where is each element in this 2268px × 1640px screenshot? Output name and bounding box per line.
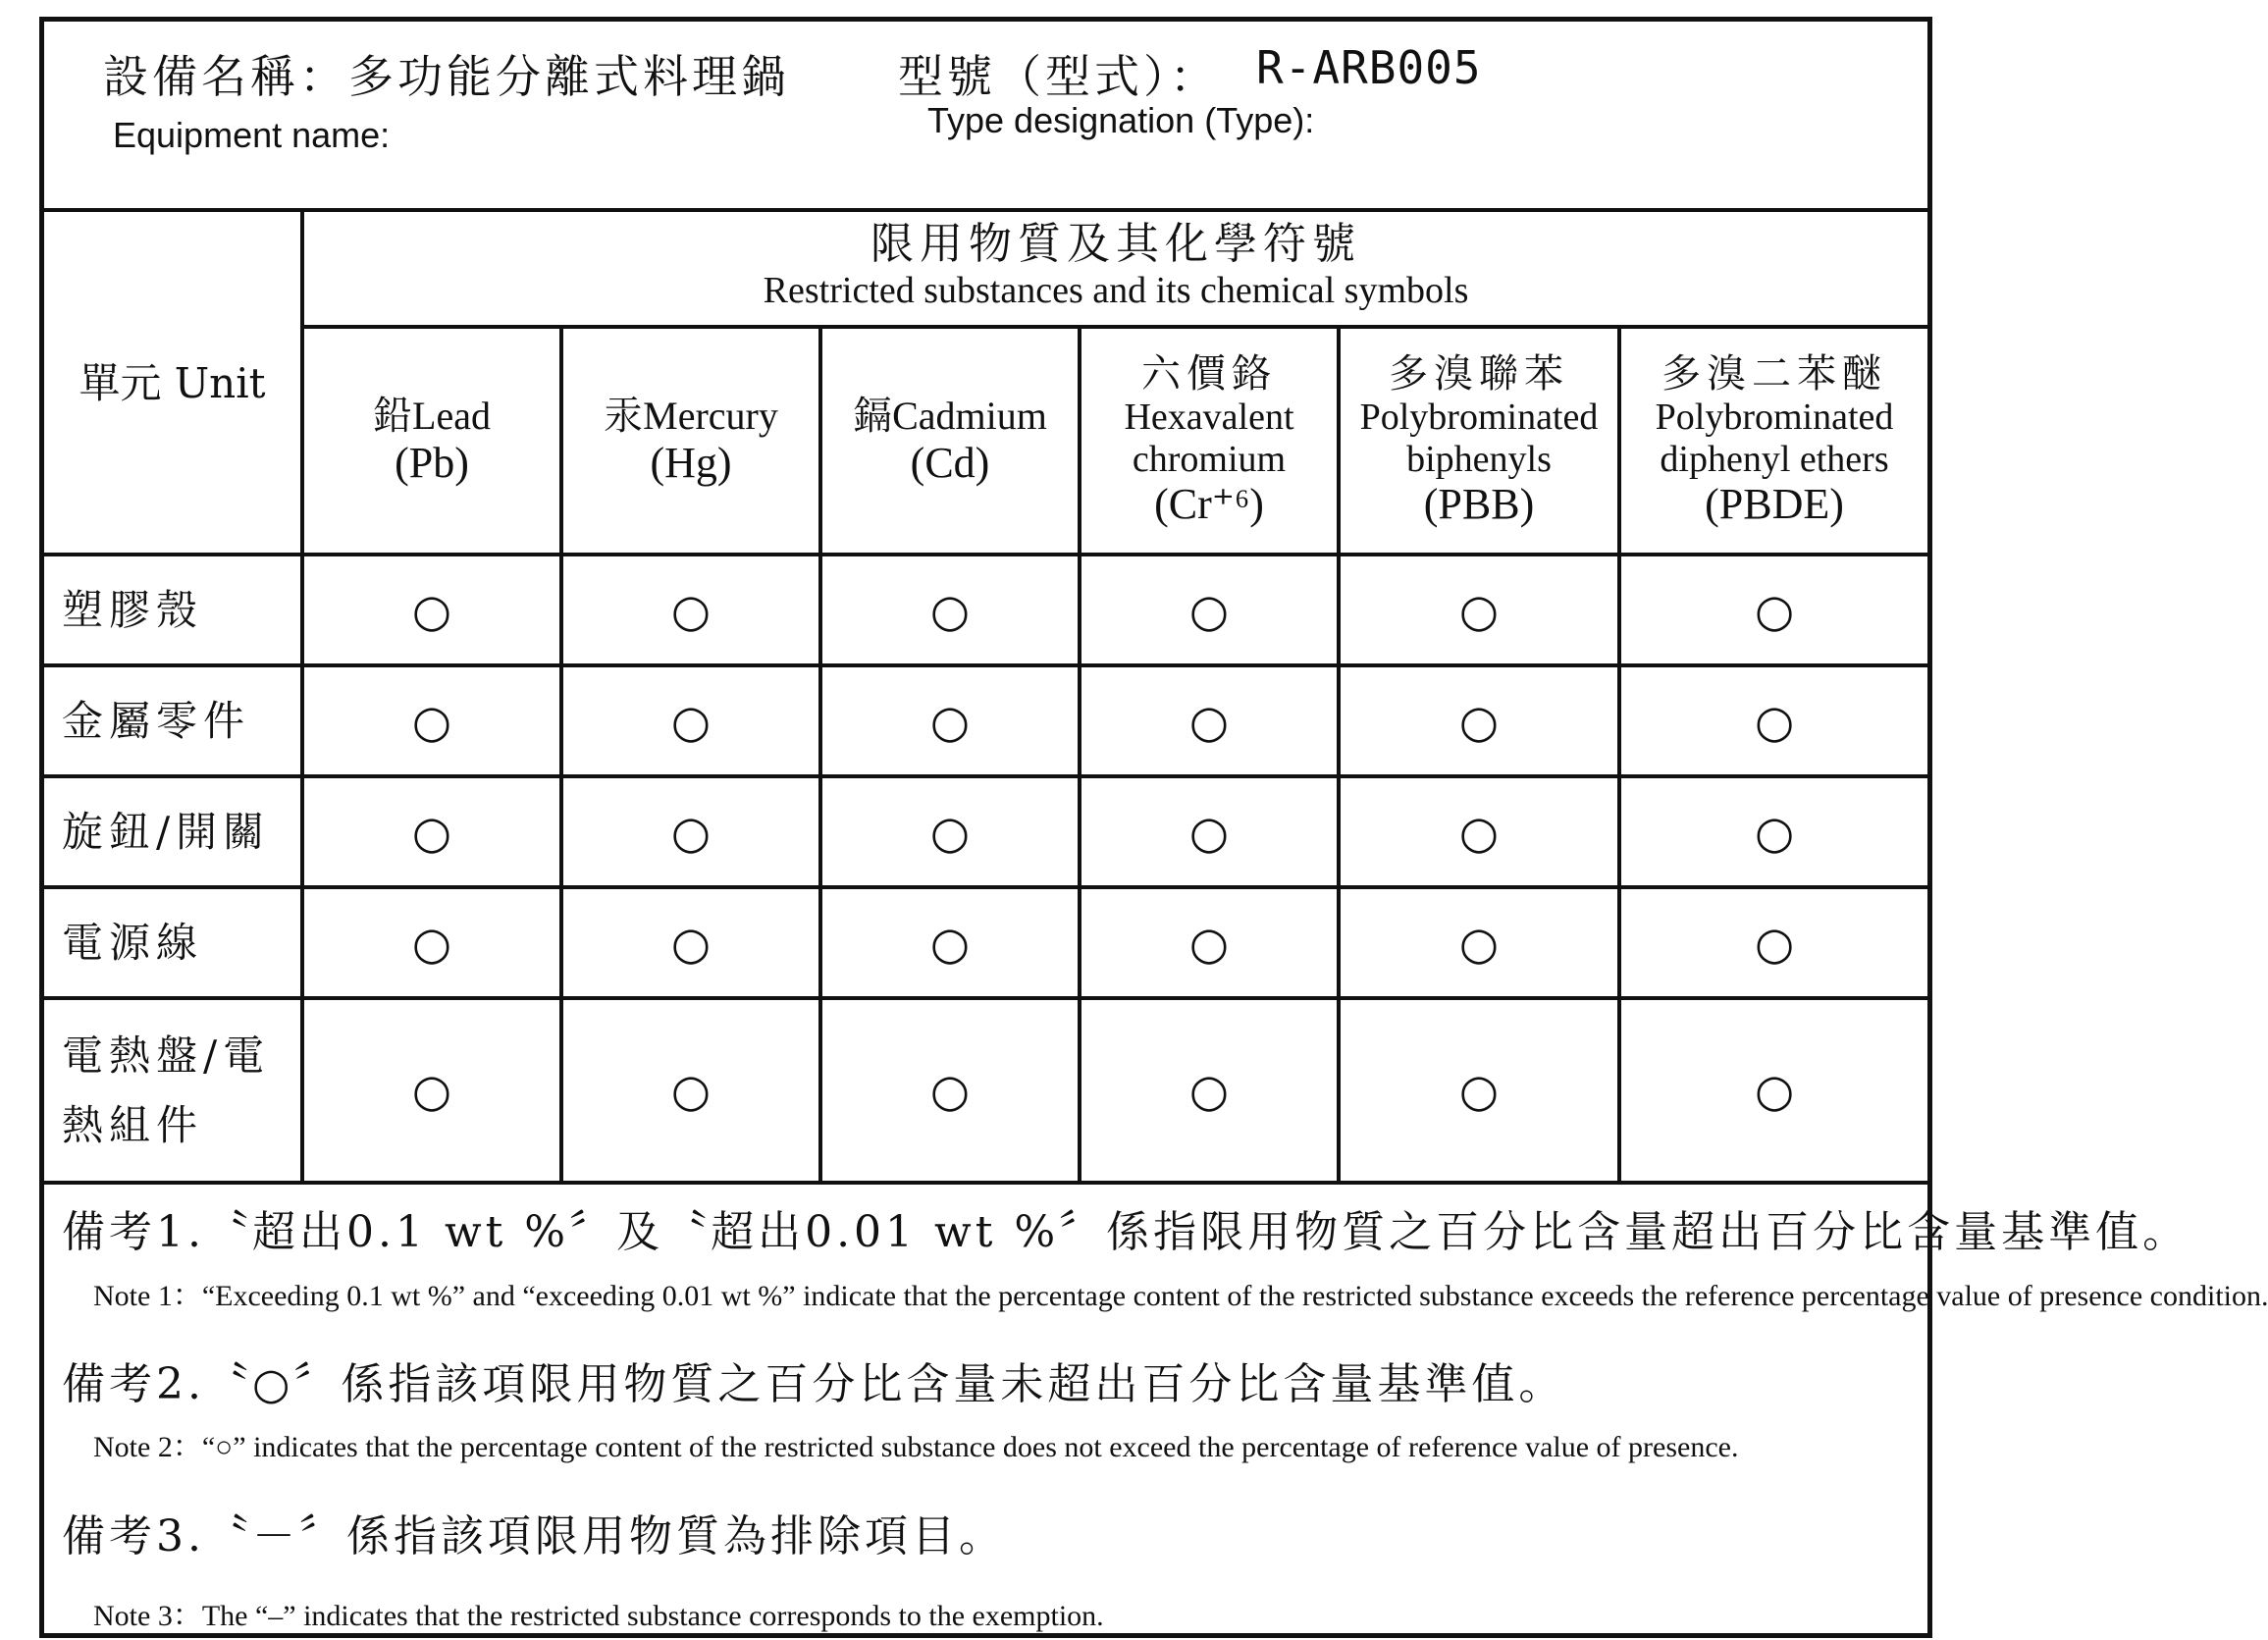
group-title-en: Restricted substances and its chemical symbols (763, 269, 1469, 311)
value-cell: ○ (1619, 887, 1927, 998)
row-label: 塑膠殼 (44, 555, 302, 665)
type-designation-label-en: Type designation (Type): (927, 100, 1315, 140)
note-1-en: Note 1：“Exceeding 0.1 wt %” and “exceeding 0.01 wt %” indicate that the percentage content of the restricted substance exceeds the reference percentage value of presence condition. (93, 1280, 2268, 1312)
column-header-mercury: 汞Mercury (Hg) (561, 327, 820, 555)
table-row (44, 776, 1927, 887)
value-cell: ○ (302, 776, 561, 887)
row-label: 旋鈕/開關 (44, 776, 302, 887)
value-cell: ○ (1080, 887, 1339, 998)
type-designation-label-zh: 型號（型式）： (898, 50, 1219, 103)
value-cell: ○ (820, 887, 1080, 998)
column-header-hexavalent-chromium: 六價鉻 Hexavalent chromium (Cr⁺⁶) (1080, 327, 1339, 555)
equipment-name-label-zh: 設備名稱：多功能分離式料理鍋 (103, 50, 790, 103)
substances-group-header (302, 208, 1927, 327)
unit-column-header: 單元 Unit (44, 208, 302, 555)
table-row (44, 665, 1927, 776)
value-cell: ○ (561, 776, 820, 887)
value-cell: ○ (1619, 776, 1927, 887)
value-cell: ○ (1339, 887, 1619, 998)
note-1-zh: 備考1.〝超出0.1 wt %〞及〝超出0.01 wt %〞係指限用物質之百分比含量超出百分比含量基準值。 (62, 1207, 2190, 1257)
value-cell: ○ (820, 665, 1080, 776)
value-cell: ○ (1619, 665, 1927, 776)
table-row (44, 998, 1927, 1183)
row-label: 電源線 (44, 887, 302, 998)
value-cell: ○ (1080, 998, 1339, 1183)
group-title-zh: 限用物質及其化學符號 (870, 219, 1362, 270)
value-cell: ○ (1339, 776, 1619, 887)
table-row (44, 887, 1927, 998)
note-3-en: Note 3：The “–” indicates that the restricted substance corresponds to the exemption. (93, 1600, 1104, 1632)
note-2-zh: 備考2.〝○〞係指該項限用物質之百分比含量未超出百分比含量基準值。 (62, 1359, 1566, 1409)
value-cell: ○ (1619, 998, 1927, 1183)
row-label: 金屬零件 (44, 665, 302, 776)
value-cell: ○ (561, 887, 820, 998)
note-3-zh: 備考3.〝－〞係指該項限用物質為排除項目。 (62, 1511, 1006, 1561)
value-cell: ○ (1339, 665, 1619, 776)
value-cell: ○ (1339, 555, 1619, 665)
equipment-name-label-en: Equipment name: (113, 115, 391, 155)
table-row (44, 555, 1927, 665)
value-cell: ○ (561, 665, 820, 776)
value-cell: ○ (820, 998, 1080, 1183)
value-cell: ○ (1080, 665, 1339, 776)
value-cell: ○ (1619, 555, 1927, 665)
value-cell: ○ (302, 998, 561, 1183)
value-cell: ○ (1339, 998, 1619, 1183)
value-cell: ○ (1080, 776, 1339, 887)
value-cell: ○ (820, 776, 1080, 887)
column-header-pbde: 多溴二苯醚 Polybrominated diphenyl ethers (PBDE) (1619, 327, 1927, 555)
value-cell: ○ (561, 555, 820, 665)
value-cell: ○ (1080, 555, 1339, 665)
column-header-lead: 鉛Lead (Pb) (302, 327, 561, 555)
value-cell: ○ (561, 998, 820, 1183)
note-2-en: Note 2：“○” indicates that the percentage content of the restricted substance does not exceed the percentage of reference value of presence. (93, 1431, 1739, 1463)
value-cell: ○ (302, 665, 561, 776)
row-label: 電熱盤/電熱組件 (44, 998, 302, 1183)
equipment-header (44, 22, 1927, 212)
restricted-substances-table (44, 208, 1927, 1185)
value-cell: ○ (302, 555, 561, 665)
type-designation-value: R-ARB005 (1256, 41, 1482, 94)
rohs-declaration-form (39, 17, 2268, 1638)
value-cell: ○ (302, 887, 561, 998)
value-cell: ○ (820, 555, 1080, 665)
column-header-cadmium: 鎘Cadmium (Cd) (820, 327, 1080, 555)
column-header-pbb: 多溴聯苯 Polybrominated biphenyls (PBB) (1339, 327, 1619, 555)
